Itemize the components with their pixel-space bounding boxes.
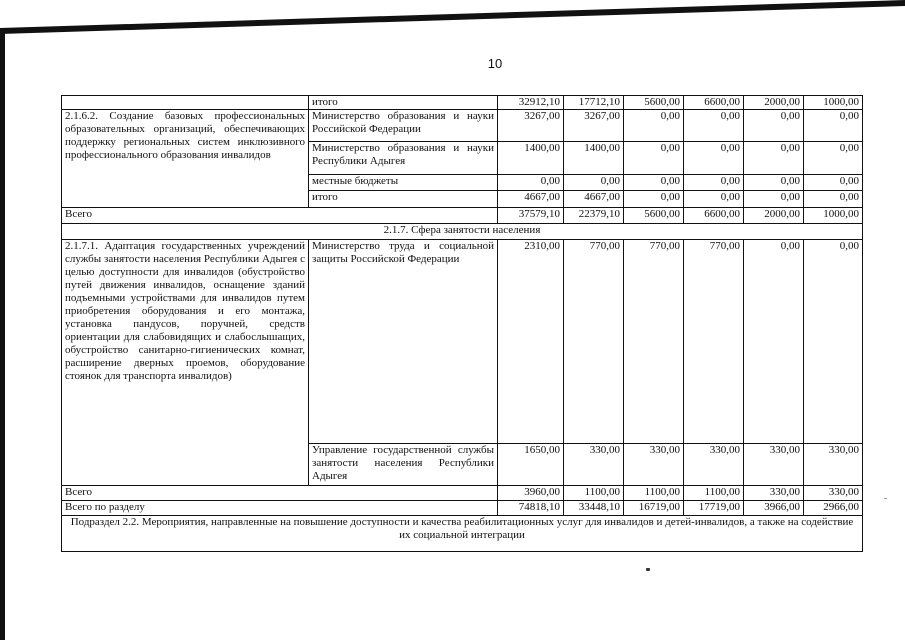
value-cell: 0,00 <box>804 240 863 444</box>
activity-cell: 2.1.6.2. Создание базовых профессиональных образовательных организаций, обеспечивающих поддержку региональных систем инклюзивного профессионального образования инвалидов <box>62 110 309 208</box>
value-cell: 330,00 <box>744 486 804 501</box>
value-cell: 330,00 <box>564 444 624 486</box>
table-row <box>62 224 863 240</box>
value-cell: 770,00 <box>564 240 624 444</box>
table-row <box>62 516 863 552</box>
value-cell: 0,00 <box>624 110 684 142</box>
table-row <box>62 96 863 110</box>
value-cell: 0,00 <box>744 240 804 444</box>
value-cell: 2000,00 <box>744 96 804 110</box>
value-cell: 0,00 <box>684 175 744 191</box>
value-total-cell: 32912,10 <box>498 96 564 110</box>
value-cell: 0,00 <box>564 175 624 191</box>
value-cell: 770,00 <box>684 240 744 444</box>
value-cell: 17719,00 <box>684 501 744 516</box>
value-total-cell: 37579,10 <box>498 208 564 224</box>
table-row <box>62 208 863 224</box>
value-total-cell: 3960,00 <box>498 486 564 501</box>
value-cell: 0,00 <box>804 175 863 191</box>
activity-cell <box>62 96 309 110</box>
value-total-cell: 0,00 <box>498 175 564 191</box>
value-cell: 33448,10 <box>564 501 624 516</box>
value-cell: 0,00 <box>624 191 684 208</box>
value-cell: 0,00 <box>744 191 804 208</box>
value-cell: 0,00 <box>804 191 863 208</box>
value-cell: 0,00 <box>624 175 684 191</box>
page-number: 10 <box>487 56 503 71</box>
value-cell: 0,00 <box>804 110 863 142</box>
value-cell: 3267,00 <box>564 110 624 142</box>
value-cell: 1100,00 <box>624 486 684 501</box>
value-total-cell: 1650,00 <box>498 444 564 486</box>
scan-border-top <box>0 0 905 35</box>
value-cell: 0,00 <box>744 175 804 191</box>
section-total-label-cell: Всего по разделу <box>62 501 498 516</box>
value-total-cell: 3267,00 <box>498 110 564 142</box>
value-cell: 5600,00 <box>624 208 684 224</box>
table-row <box>62 110 863 142</box>
value-cell: 330,00 <box>804 486 863 501</box>
value-cell: 330,00 <box>684 444 744 486</box>
value-cell: 0,00 <box>684 191 744 208</box>
value-cell: 330,00 <box>744 444 804 486</box>
source-cell: Министерство труда и социальной защиты Российской Федерации <box>309 240 498 444</box>
source-cell: итого <box>309 191 498 208</box>
value-cell: 0,00 <box>684 142 744 175</box>
value-cell: 2000,00 <box>744 208 804 224</box>
value-cell: 0,00 <box>744 110 804 142</box>
scan-edge-mark <box>884 498 887 499</box>
value-cell: 770,00 <box>624 240 684 444</box>
total-label-cell: Всего <box>62 208 498 224</box>
value-total-cell: 4667,00 <box>498 191 564 208</box>
value-cell: 0,00 <box>624 142 684 175</box>
value-total-cell: 74818,10 <box>498 501 564 516</box>
value-cell: 3966,00 <box>744 501 804 516</box>
value-cell: 22379,10 <box>564 208 624 224</box>
value-cell: 1400,00 <box>564 142 624 175</box>
value-cell: 0,00 <box>744 142 804 175</box>
total-label-cell: Всего <box>62 486 498 501</box>
activity-cell: 2.1.7.1. Адаптация государственных учреждений службы занятости населения Республики Адыгея с целью доступности для инвалидов (обустройство путей движения инвалидов, оснащение зданий подъемными устройствами для инвалидов путем приобретения оборудования и его монтажа, установка пандусов, поручней, средств ориентации для слабовидящих и слабослышащих, обустройство санитарно-гигиенических комнат, расширение дверных проемов, оборудование стоянок для транспорта инвалидов) <box>62 240 309 486</box>
value-cell: 16719,00 <box>624 501 684 516</box>
scan-speck <box>646 568 650 571</box>
budget-table <box>61 95 863 552</box>
value-cell: 1000,00 <box>804 96 863 110</box>
value-cell: 1100,00 <box>564 486 624 501</box>
table-row <box>62 240 863 444</box>
table-row <box>62 501 863 516</box>
value-cell: 0,00 <box>684 110 744 142</box>
value-cell: 5600,00 <box>624 96 684 110</box>
value-cell: 1100,00 <box>684 486 744 501</box>
source-cell: Управление государственной службы занятости населения Республики Адыгея <box>309 444 498 486</box>
value-total-cell: 1400,00 <box>498 142 564 175</box>
value-cell: 6600,00 <box>684 96 744 110</box>
subsection-heading: Подраздел 2.2. Мероприятия, направленные на повышение доступности и качества реабилитационных услуг для инвалидов и детей-инвалидов, а также на содействие их социальной интеграции <box>62 516 863 552</box>
source-cell: итого <box>309 96 498 110</box>
value-cell: 6600,00 <box>684 208 744 224</box>
source-cell: Министерство образования и науки Российской Федерации <box>309 110 498 142</box>
value-cell: 330,00 <box>624 444 684 486</box>
value-total-cell: 2310,00 <box>498 240 564 444</box>
scan-border-left <box>0 28 5 640</box>
value-cell: 1000,00 <box>804 208 863 224</box>
value-cell: 4667,00 <box>564 191 624 208</box>
value-cell: 330,00 <box>804 444 863 486</box>
value-cell: 17712,10 <box>564 96 624 110</box>
source-cell: местные бюджеты <box>309 175 498 191</box>
section-heading: 2.1.7. Сфера занятости населения <box>62 224 863 240</box>
table-row <box>62 486 863 501</box>
value-cell: 0,00 <box>804 142 863 175</box>
source-cell: Министерство образования и науки Республики Адыгея <box>309 142 498 175</box>
value-cell: 2966,00 <box>804 501 863 516</box>
